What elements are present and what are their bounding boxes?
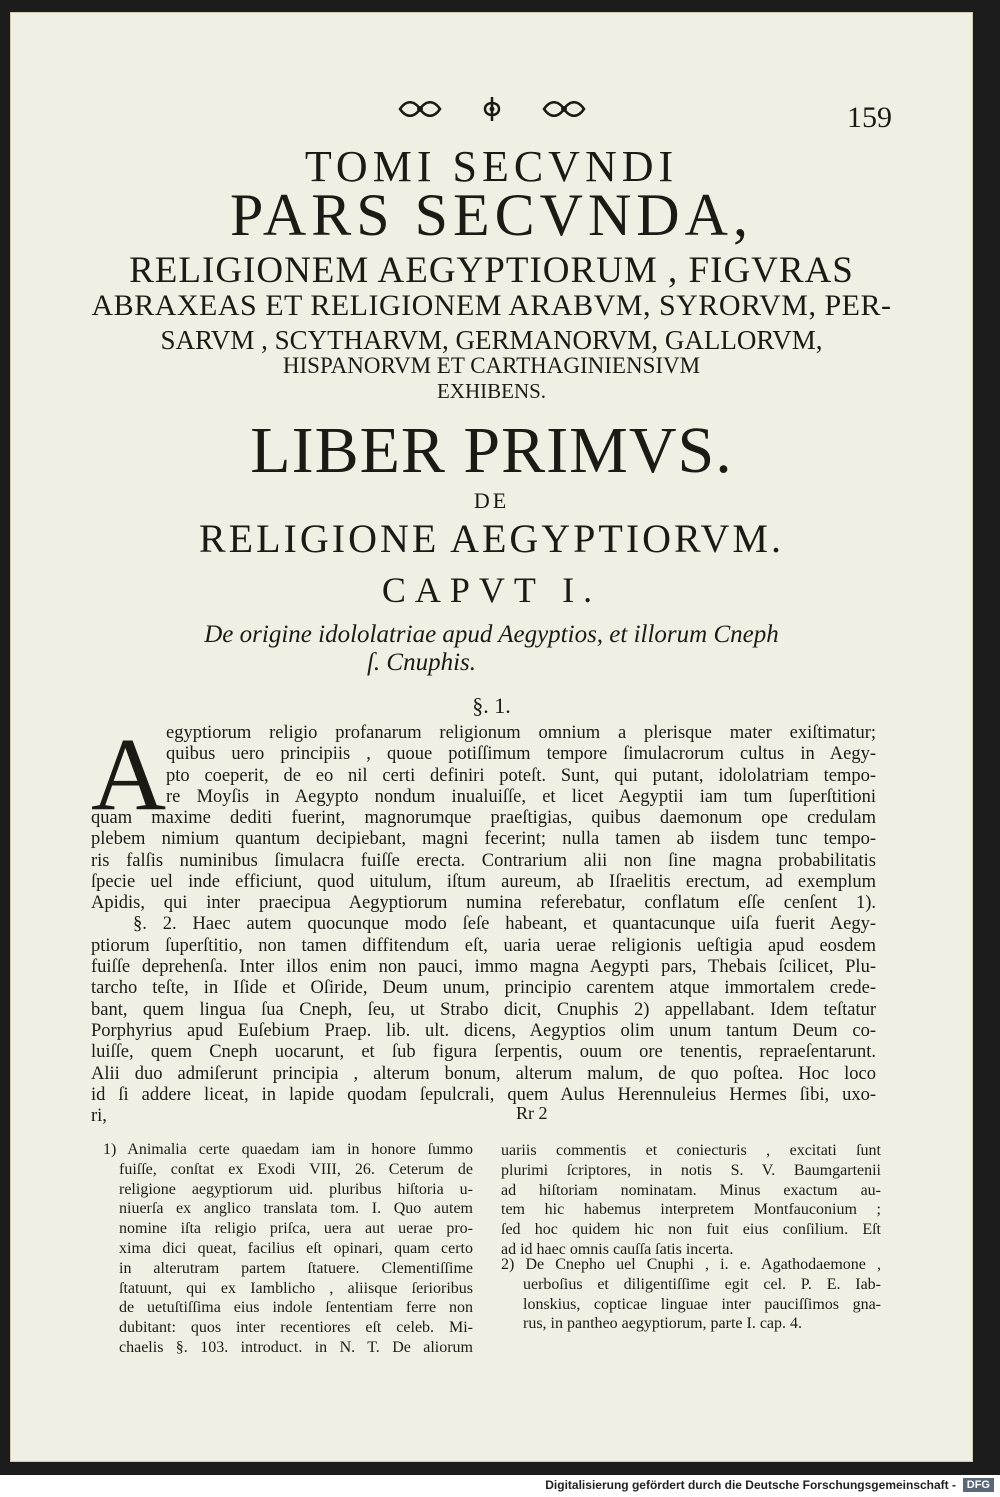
footnote-line: ad id haec omnis cauſſa ſatis incerta. [501, 1240, 734, 1258]
footnote-line: de uetuſtiſſima eius indole ſententiam ferre non [119, 1299, 473, 1317]
page-number: 159 [847, 101, 892, 134]
footnote-line: ad hiſtoriam nominatam. Minus exactum au- [501, 1181, 881, 1199]
catchword: ri, [91, 1106, 107, 1127]
body-line: Apidis, qui inter praecipua Aegyptiorum numina referebatur, conflatum eſſe cenſent 1). [91, 893, 876, 914]
body-line: bant, quem lingua ſua Cneph, ſeu, ut Strabo dicit, Cnuphis 2) appellabant. Idem teſtatur [91, 999, 876, 1020]
section-mark: §. 1. [472, 693, 511, 718]
subtitle-line: ABRAXEAS ET RELIGIONEM ARABVM, SYRORVM, PER- [91, 289, 892, 322]
subtitle-line: HISPANORVM ET CARTHAGINIENSIVM [282, 353, 701, 378]
body-line: Porphyrius apud Euſebium Praep. lib. ult. dicens, Aegyptios olim unum tantum Deum co- [91, 1020, 876, 1041]
subtitle-line: EXHIBENS. [436, 379, 547, 403]
right-fleuron-icon [542, 99, 586, 119]
footnote-line: uariis commentis et coniecturis , excitati ſunt [501, 1142, 881, 1159]
credit-bar [0, 1475, 1000, 1497]
body-line: luiſſe, quem Cneph uocarunt, et ſub figura ſerpentis, ouum ore tenentis, repraeſentarunt. [91, 1042, 876, 1063]
footnote-line: nomine iſta religio priſca, uera aut uerae pro- [119, 1220, 473, 1238]
footnote-line: ſed hoc quidem hic non fuit eius conſilium. Eſt [501, 1221, 881, 1239]
footnote-line: 1) Animalia certe quaedam iam in honore ſummo [103, 1141, 473, 1158]
drop-cap: A [91, 717, 167, 832]
body-text-indented [166, 723, 876, 808]
footnote-line: dubitant: quos inter recentiores eſt celeb. Mi- [119, 1319, 473, 1337]
footnote-line: plurimi ſcriptores, in notis S. V. Baumgartenii [501, 1161, 881, 1179]
body-line: quam maxime dediti fuerint, magnorumque praeſtigias, quibus daemonum ope credulam [91, 808, 876, 828]
book-heading: LIBER PRIMVS. [250, 414, 733, 487]
body-line: Alii duo admiſerunt principia , alterum bonum, alterum malum, de quo poſtea. Hoc loco [91, 1063, 876, 1084]
funding-credit: Digitalisierung gefördert durch die Deutsche Forschungsgemeinschaft - [545, 1478, 956, 1492]
footnote-1-continued [501, 1141, 881, 1260]
body-line: egyptiorum religio profanarum religionum omnium a plerisque mater exiſtimatur; [166, 723, 876, 743]
footnote-line: fuiſſe, conſtat ex Exodi VIII, 26. Ceterum de [119, 1160, 473, 1178]
body-line: quibus uero principiis , quoue potiſſimum tempore ſimulacrorum cultus in Aegy- [166, 744, 876, 765]
body-line: fuiſſe deprehenſa. Inter illos enim non pauci, immo magna Aegypti pars, Thebais ſcilicet, Plu- [91, 957, 876, 978]
left-fleuron-icon [398, 99, 442, 119]
header-ornament [11, 95, 972, 123]
footnote-line: lonskius, copticae linguae inter pauciſſimos gna- [523, 1295, 881, 1313]
body-text [91, 808, 876, 1127]
de-heading: DE [473, 488, 510, 513]
footnote-line: 2) De Cnepho uel Cnuphi , i. e. Agathodaemone , [501, 1256, 881, 1273]
footnote-line: tem hic habemus interpretem Montfauconium ; [501, 1201, 881, 1219]
book-page [10, 12, 973, 1462]
chapter-subtitle: De origine idololatriae apud Aegyptios, et illorum Cneph [204, 621, 779, 648]
body-line: tarcho teſte, in Iſide et Oſiride, Deum unum, principio carentem atque immortalem crede- [91, 978, 876, 999]
subtitle-line: RELIGIONEM AEGYPTIORUM , FIGVRAS [129, 250, 854, 291]
dfg-logo: DFG [963, 1478, 994, 1492]
chapter-heading: CAPVT I. [381, 570, 602, 610]
body-line: pto coeperit, de eo nil certi definiri poteſt. Sunt, qui putant, idololatriam tempo- [166, 765, 876, 786]
footnote-line: rus, in pantheo aegyptiorum, parte I. cap. 4. [523, 1315, 803, 1333]
body-line: ris falſis numinibus ſimulacra fuiſſe erecta. Contrarium alii non ſine magna probabilitatis [91, 850, 876, 871]
footnote-line: uerboſius et diligentiſſime egit cel. P. E. Iab- [523, 1275, 881, 1293]
signature-mark: Rr 2 [516, 1103, 548, 1123]
subtitle-line: SARVM , SCYTHARVM, GERMANORVM, GALLORVM, [160, 325, 823, 355]
body-line: §. 2. Haec autem quocunque modo ſeſe habeant, et quantacunque uiſa fuerit Aegy- [133, 914, 876, 935]
chapter-subtitle: ſ. Cnuphis. [366, 649, 477, 676]
body-line: re Moyſis in Aegypto nondum inualuiſſe, et licet Aegyptii iam tum ſuperſtitioni [166, 786, 876, 807]
body-line: id ſi addere liceat, in lapide quodam ſepulcrali, quem Aulus Herennuleius Hermes ſibi, uxo- [91, 1084, 876, 1105]
footnote-line: ſtatuunt, qui ex Iamblicho , aliisque ſerioribus [119, 1279, 473, 1297]
footnote-1 [103, 1140, 473, 1358]
footnote-line: niuerſa ex anglico translata tom. I. Quo autem [119, 1200, 473, 1218]
body-line: plebem nimium quantum decipiebant, magni fecerint; nulla tamen ab iisdem tunc tempo- [91, 829, 876, 850]
part-heading: PARS SECVNDA, [230, 182, 753, 248]
footnote-line: chaelis §. 103. introduct. in N. T. De aliorum [119, 1338, 473, 1356]
religion-heading: RELIGIONE AEGYPTIORVM. [199, 516, 784, 561]
body-line: ptiorum ſuperſtitio, non tamen diffitendum eſt, uaria uerae religionis ueſtigia apud eosdem [91, 935, 876, 956]
footnote-line: xima dici queat, facilius eſt opinari, quam certo [119, 1239, 473, 1257]
tome-heading: TOMI SECVNDI [304, 142, 679, 191]
body-line: ſpecie uel inde efficiunt, quod uitulum, iſtum aureum, ab Iſraelitis erectum, ad exemplum [91, 871, 876, 892]
center-fleuron-icon [482, 95, 502, 123]
footnote-2 [501, 1255, 881, 1334]
footnote-line: in alterutram partem ſtatuere. Clementiſſime [119, 1259, 473, 1277]
footnote-line: religione aegyptiorum uid. pluribus hiſtoria u- [119, 1180, 473, 1198]
